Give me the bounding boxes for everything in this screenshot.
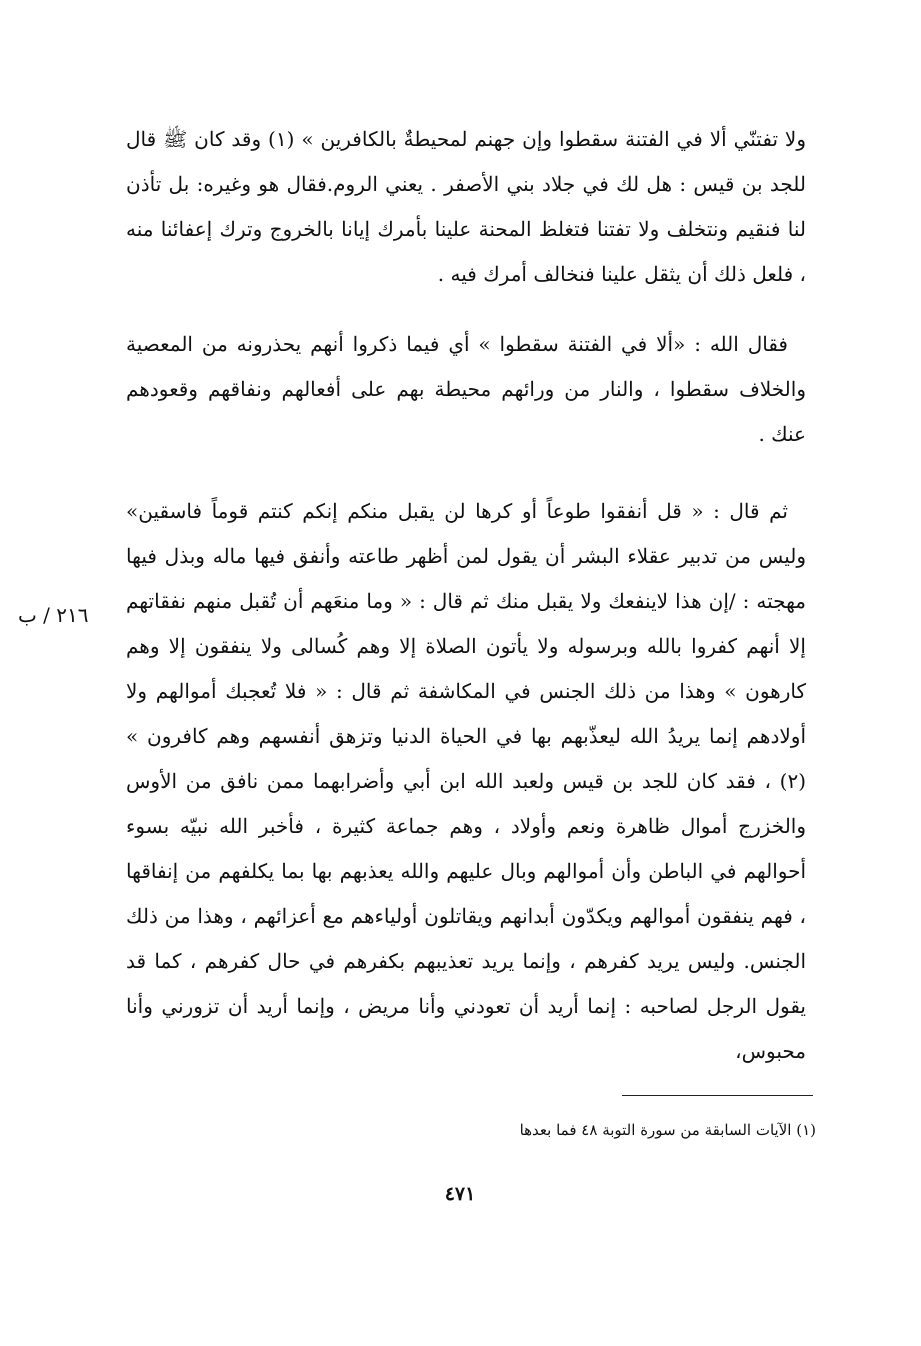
paragraph-gap (126, 297, 806, 322)
text-line: قال للجد بن قيس : هل لك في جلاد بني الأصفر . يعني الروم.فقال هو وغيره: (126, 127, 806, 196)
paragraph-2 (126, 322, 806, 457)
text-line: عنك . (758, 422, 806, 446)
text-line: ولا تفتنّي ألا في الفتنة سقطوا وإن جهنم لمحيطةٌ بالكافرين » (١) وقد كان ﷺ (163, 127, 806, 151)
paragraph-3 (126, 489, 806, 1074)
text-line: وهم جماعة كثيرة ، فأخبر الله نبيّه بسوء أحوالهم في الباطن وأن أموالهم وبال (126, 814, 807, 883)
paragraph-gap (126, 457, 806, 489)
text-line: ثم قال : « قل أنفقوا طوعاً أو كرها لن يقبل منكم إنكم كنتم قوماً (211, 499, 788, 523)
text-line: ابن أبي وأضرابهما ممن نافق من الأوس والخزرج أموال ظاهرة ونعم وأولاد ، (126, 769, 807, 838)
text-line: وبذل فيها مهجته : /إن هذا لاينفعك ولا يقبل منك ثم قال : « وما منعَهم أن (126, 544, 807, 613)
text-line: تُقبل منهم نفقاتهم إلا أنهم كفروا بالله وبرسوله ولا يأتون الصلاة إلا وهم (126, 589, 806, 658)
footnote: (١) الآيات السابقة من سورة التوبة ٤٨ فما بعدها (519, 1121, 816, 1139)
text-line: أبدانهم ويقاتلون أولياءهم مع أعزائهم ، وهذا من ذلك الجنس. وليس يريد (126, 904, 806, 973)
text-line: فقال الله : «ألا في الفتنة سقطوا » أي فيما ذكروا أنهم يحذرونه من المعصية (126, 332, 788, 356)
paragraph-1 (126, 117, 806, 297)
text-line: عليهم والله يعذبهم بها بما يكلفهم من إنفاقها ، فهم ينفقون أموالهم ويكدّون (126, 859, 806, 928)
text-line: كُسالى ولا ينفقون إلا وهم كارهون » وهذا من ذلك الجنس في المكاشفة ثم (126, 634, 806, 703)
page-number: ٤٧١ (444, 1183, 476, 1205)
main-text-block (126, 117, 806, 1074)
text-line: وترك إعفائنا منه ، فلعل ذلك أن يثقل علينا فنخالف أمرك فيه . (126, 217, 806, 286)
text-line: بل تأذن لنا فنقيم ونتخلف ولا تفتنا فتغلظ المحنة علينا بأمرك إيانا بالخروج (126, 172, 807, 241)
text-line: قال : « فلا تُعجبك أموالهم ولا أولادهم إنما يريدُ الله ليعذّبهم بها في الحياة (126, 679, 806, 748)
footnote-separator (622, 1095, 813, 1096)
manuscript-folio-note: ٢١٦ / ب (18, 603, 89, 627)
text-line: فاسقين» وليس من تدبير عقلاء البشر أن يقول لمن أظهر طاعته وأنفق فيها ماله (126, 499, 806, 568)
text-line: الدنيا وتزهق أنفسهم وهم كافرون » (٢) ، فقد كان للجد بن قيس ولعبد الله (126, 724, 807, 793)
text-line: لصاحبه : إنما أريد أن تعودني وأنا مريض ، وإنما أريد أن تزورني وأنا محبوس، (126, 994, 806, 1063)
text-line: كفرهم ، وإنما يريد تعذيبهم بكفرهم في حال كفرهم ، كما قد يقول الرجل (126, 949, 807, 1018)
text-line: والخلاف سقطوا ، والنار من ورائهم محيطة بهم على أفعالهم ونفاقهم وقعودهم (126, 377, 806, 401)
